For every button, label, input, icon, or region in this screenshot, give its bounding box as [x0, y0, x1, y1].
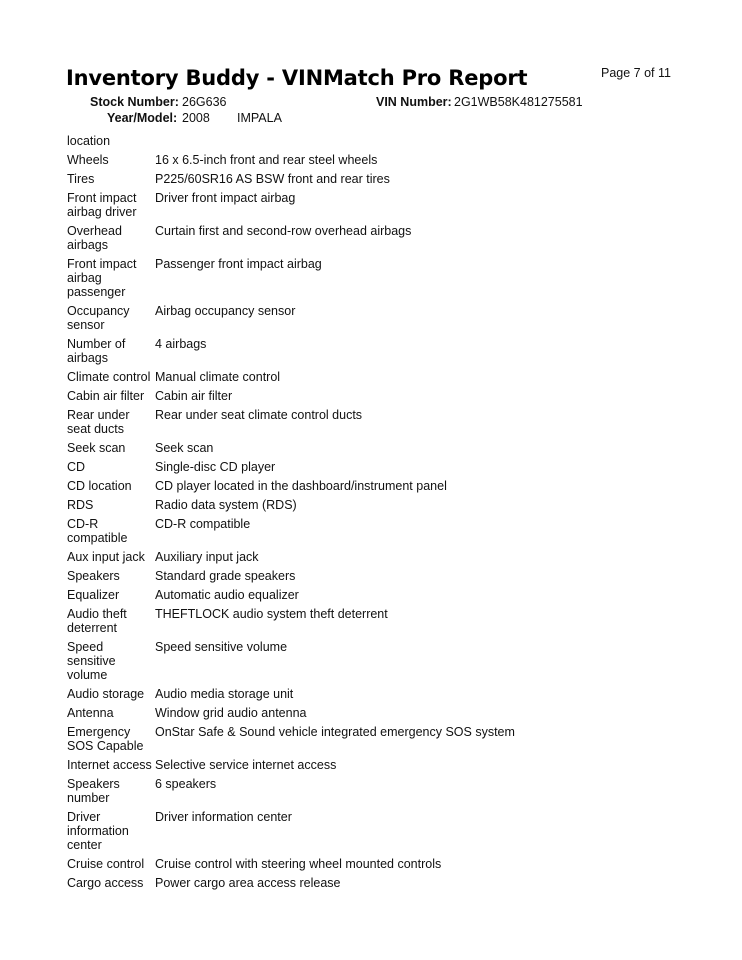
spec-value: Window grid audio antenna: [155, 706, 307, 720]
spec-value: CD-R compatible: [155, 517, 251, 531]
spec-label: location: [67, 134, 111, 148]
table-row: [67, 222, 707, 255]
spec-value: Passenger front impact airbag: [155, 257, 322, 271]
table-row: [67, 387, 707, 406]
table-row: [67, 567, 707, 586]
spec-value: Selective service internet access: [155, 758, 337, 772]
spec-value: Curtain first and second-row overhead airbags: [155, 224, 412, 238]
spec-table: [67, 132, 707, 893]
spec-value: Cabin air filter: [155, 389, 233, 403]
spec-label: Cargo access: [67, 876, 144, 890]
spec-value: OnStar Safe & Sound vehicle integrated emergency SOS system: [155, 725, 515, 739]
spec-value: Manual climate control: [155, 370, 281, 384]
table-row: [67, 458, 707, 477]
spec-label: Emergency SOS Capable: [67, 725, 144, 753]
spec-label: Speed sensitive volume: [67, 640, 116, 682]
stock-number-label: Stock Number:: [90, 95, 179, 109]
spec-label: Audio theft deterrent: [67, 607, 127, 635]
spec-label: Rear under seat ducts: [67, 408, 130, 436]
vin-label: VIN Number:: [376, 95, 452, 109]
table-row: [67, 638, 707, 685]
spec-label: CD-R compatible: [67, 517, 128, 545]
spec-label: Antenna: [67, 706, 114, 720]
spec-label: Wheels: [67, 153, 109, 167]
spec-label: CD: [67, 460, 86, 474]
table-row: [67, 548, 707, 567]
spec-value: Automatic audio equalizer: [155, 588, 299, 602]
spec-value: 6 speakers: [155, 777, 217, 791]
spec-value: CD player located in the dashboard/instrument panel: [155, 479, 447, 493]
table-row: [67, 808, 707, 855]
table-row: [67, 170, 707, 189]
spec-value: Audio media storage unit: [155, 687, 294, 701]
spec-label: Overhead airbags: [67, 224, 122, 252]
spec-value: Auxiliary input jack: [155, 550, 259, 564]
spec-label: Occupancy sensor: [67, 304, 130, 332]
table-row: [67, 151, 707, 170]
spec-value: 4 airbags: [155, 337, 207, 351]
model-value: IMPALA: [237, 111, 282, 125]
table-row: [67, 189, 707, 222]
table-row: [67, 775, 707, 808]
table-row: [67, 756, 707, 775]
spec-value: Rear under seat climate control ducts: [155, 408, 363, 422]
spec-label: Equalizer: [67, 588, 120, 602]
table-row: [67, 874, 707, 893]
table-row: [67, 723, 707, 756]
table-row: [67, 255, 707, 302]
report-title: Inventory Buddy - VINMatch Pro Report: [66, 66, 528, 90]
spec-label: Cabin air filter: [67, 389, 145, 403]
spec-label: RDS: [67, 498, 94, 512]
spec-value: Radio data system (RDS): [155, 498, 297, 512]
vin-value: 2G1WB58K481275581: [454, 95, 583, 109]
table-row: [67, 302, 707, 335]
year-value: 2008: [182, 111, 210, 125]
spec-label: Speakers: [67, 569, 120, 583]
page-number: Page 7 of 11: [601, 66, 671, 80]
year-model-label: Year/Model:: [107, 111, 178, 125]
table-row: [67, 406, 707, 439]
table-row: [67, 855, 707, 874]
spec-label: Front impact airbag passenger: [67, 257, 137, 299]
spec-value: P225/60SR16 AS BSW front and rear tires: [155, 172, 390, 186]
spec-value: Power cargo area access release: [155, 876, 341, 890]
table-row: [67, 515, 707, 548]
table-row: [67, 685, 707, 704]
table-row: [67, 132, 707, 151]
spec-value: Driver information center: [155, 810, 292, 824]
spec-value: THEFTLOCK audio system theft deterrent: [155, 607, 388, 621]
spec-label: CD location: [67, 479, 132, 493]
spec-label: Audio storage: [67, 687, 145, 701]
table-row: [67, 477, 707, 496]
spec-value: Driver front impact airbag: [155, 191, 296, 205]
spec-label: Climate control: [67, 370, 151, 384]
spec-label: Front impact airbag driver: [67, 191, 137, 219]
spec-label: Aux input jack: [67, 550, 145, 564]
spec-value: Single-disc CD player: [155, 460, 276, 474]
spec-value: 16 x 6.5-inch front and rear steel wheels: [155, 153, 378, 167]
table-row: [67, 586, 707, 605]
spec-value: Standard grade speakers: [155, 569, 296, 583]
spec-label: Internet access: [67, 758, 152, 772]
table-row: [67, 439, 707, 458]
spec-value: Airbag occupancy sensor: [155, 304, 296, 318]
spec-label: Speakers number: [67, 777, 120, 805]
spec-label: Cruise control: [67, 857, 145, 871]
table-row: [67, 335, 707, 368]
stock-number-value: 26G636: [182, 95, 227, 109]
table-row: [67, 496, 707, 515]
table-row: [67, 368, 707, 387]
spec-label: Number of airbags: [67, 337, 126, 365]
table-row: [67, 704, 707, 723]
spec-value: Seek scan: [155, 441, 214, 455]
spec-label: Tires: [67, 172, 95, 186]
spec-value: Speed sensitive volume: [155, 640, 288, 654]
spec-label: Driver information center: [67, 810, 129, 852]
spec-label: Seek scan: [67, 441, 126, 455]
table-row: [67, 605, 707, 638]
spec-value: Cruise control with steering wheel mounted controls: [155, 857, 442, 871]
